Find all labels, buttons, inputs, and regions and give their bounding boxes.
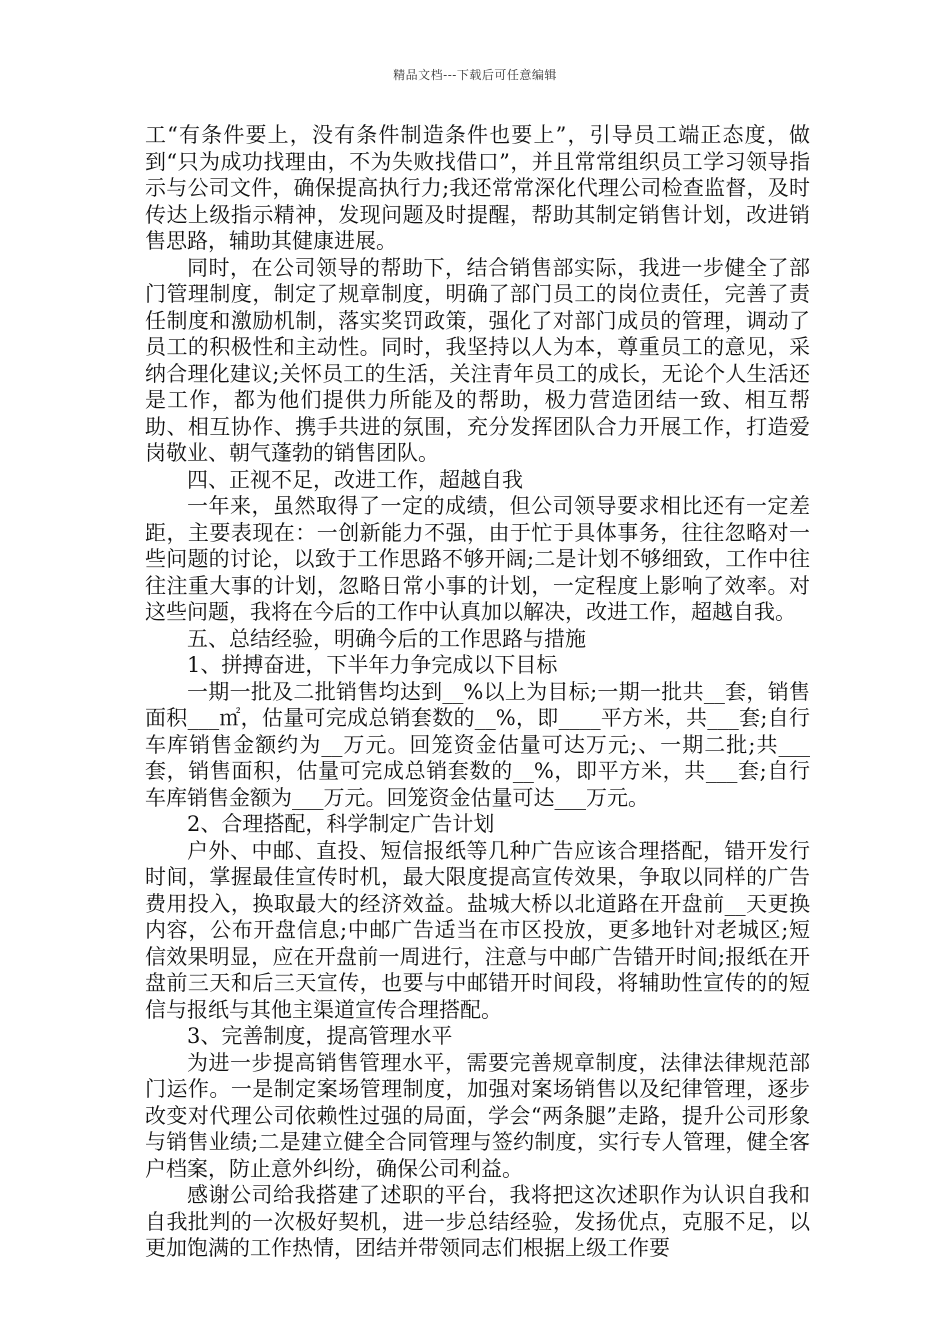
paragraph: 工“有条件要上，没有条件制造条件也要上”，引导员工端正态度，做到“只为成功找理由，不为失败找借口”，并且常常组织员工学习领导指示与公司文件，确保提高执行力;我还常常深化代理公司检查监督，及时传达上级指示精神，发现问题及时提醒，帮助其制定销售计划，改进销售思路，辅助其健康进展。 [145, 123, 810, 253]
document-body [145, 122, 810, 1262]
subsection-heading: 1、拼搏奋进，下半年力争完成以下目标 [187, 653, 558, 677]
paragraph: 一年来，虽然取得了一定的成绩，但公司领导要求相比还有一定差距，主要表现在：一创新能力不强，由于忙于具体事务，往往忽略对一些问题的讨论，以致于工作思路不够开阔;二是计划不够细致，工作中往往注重大事的计划，忽略日常小事的计划，一定程度上影响了效率。对这些问题，我将在今后的工作中认真加以解决，改进工作，超越自我。 [145, 494, 810, 624]
paragraph: 同时，在公司领导的帮助下，结合销售部实际，我进一步健全了部门管理制度，制定了规章制度，明确了部门员工的岗位责任，完善了责任制度和激励机制，落实奖罚政策，强化了对部门成员的管理，调动了员工的积极性和主动性。同时，我坚持以人为本，尊重员工的意见，采纳合理化建议;关怀员工的生活，关注青年员工的成长，无论个人生活还是工作，都为他们提供力所能及的帮助，极力营造团结一致、相互帮助、相互协作、携手共进的氛围，充分发挥团队合力开展工作，打造爱岗敬业、朝气蓬勃的销售团队。 [145, 255, 810, 465]
subsection-heading: 3、完善制度，提高管理水平 [187, 1024, 453, 1048]
paragraph: 感谢公司给我搭建了述职的平台，我将把这次述职作为认识自我和自我批判的一次极好契机，进一步总结经验，发扬优点，克服不足，以更加饱满的工作热情，团结并带领同志们根据上级工作要 [145, 1183, 810, 1260]
subsection-heading: 2、合理搭配，科学制定广告计划 [187, 812, 495, 836]
paragraph: 户外、中邮、直投、短信报纸等几种广告应该合理搭配，错开发行时间，掌握最佳宣传时机，最大限度提高宣传效果，争取以同样的广告费用投入，换取最大的经济效益。盐城大桥以北道路在开盘前__天更换内容，公布开盘信息;中邮广告适当在市区投放，更多地针对老城区;短信效果明显，应在开盘前一周进行，注意与中邮广告错开时间;报纸在开盘前三天和后三天宣传，也要与中邮错开时间段，将辅助性宣传的的短信与报纸与其他主渠道宣传合理搭配。 [145, 838, 810, 1022]
section-heading: 五、总结经验，明确今后的工作思路与措施 [187, 626, 586, 651]
page-header: 精品文档---下载后可任意编辑 [393, 68, 557, 82]
section-heading: 四、正视不足，改进工作，超越自我 [187, 467, 523, 492]
paragraph: 一期一批及二批销售均达到__%以上为目标;一期一批共__套，销售面积___㎡，估量可完成总销套数的__%，即____平方米，共___套;自行车库销售金额约为__万元。回笼资金估量可达万元;、一期二批;共___套，销售面积，估量可完成总销套数的__%，即平方米，共___套;自行车库销售金额为___万元。回笼资金估量可达___万元。 [145, 679, 810, 810]
paragraph: 为进一步提高销售管理水平，需要完善规章制度，法律法律规范部门运作。一是制定案场管理制度，加强对案场销售以及纪律管理，逐步改变对代理公司依赖性过强的局面，学会“两条腿”走路，提升公司形象与销售业绩;二是建立健全合同管理与签约制度，实行专人管理，健全客户档案，防止意外纠纷，确保公司利益。 [145, 1050, 810, 1181]
